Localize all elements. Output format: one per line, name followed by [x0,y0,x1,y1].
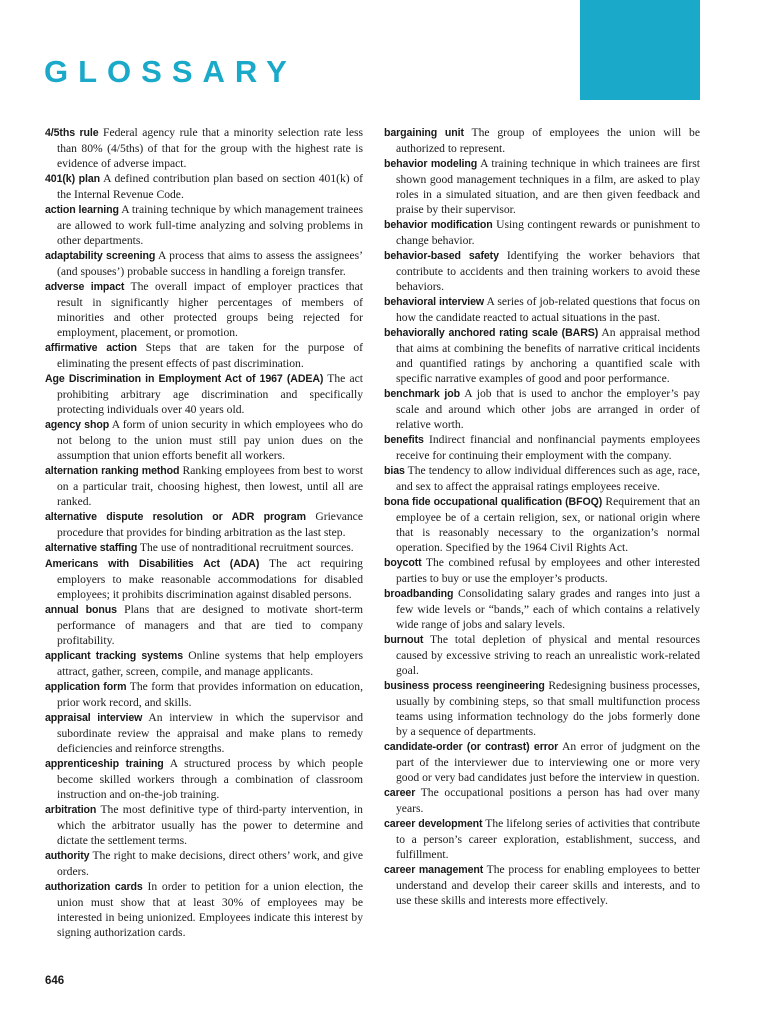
glossary-entry [384,678,700,739]
glossary-definition: In order to petition for a union election, the union must show that at least 30% of employees may be interested in being unionized. Employees indicate this interest by signing authorization cards. [57,880,363,939]
glossary-term: career [384,787,416,799]
glossary-entry [384,785,700,816]
glossary-term: business process reengineering [384,680,545,692]
glossary-definition: A structured process by which people become skilled workers through a combination of classroom instruction and on-the-job training. [57,757,363,801]
glossary-definition: The occupational positions a person has had over many years. [396,786,700,815]
glossary-definition: Identifying the worker behaviors that contribute to accidents and then training workers to avoid these behaviors. [396,249,700,293]
glossary-entry [45,848,363,879]
glossary-entry [45,679,363,710]
glossary-definition: The process for enabling employees to better understand and develop their career skills and interests, and to use these skills and interests more effectively. [396,863,700,907]
glossary-term: adverse impact [45,281,125,293]
glossary-term: behavior modeling [384,158,478,170]
glossary-entry [384,432,700,463]
glossary-entry [45,879,363,940]
glossary-definition: The combined refusal by employees and other interested parties to buy or use the employer’s products. [396,556,700,585]
glossary-definition: The act requiring employers to make reasonable accommodations for disabled employees; it prohibits discrimination against disabled persons. [57,557,363,601]
glossary-definition: A training technique by which management trainees are allowed to work full-time analyzing and solving problems in other departments. [57,203,363,247]
glossary-entry [45,417,363,463]
glossary-definition: Ranking employees from best to worst on a particular trait, choosing highest, then lowest, until all are ranked. [57,464,363,508]
glossary-entry [45,556,363,602]
glossary-entry [45,802,363,848]
glossary-definition: The most definitive type of third-party intervention, in which the arbitrator usually has the power to determine and dictate the settlement terms. [57,803,363,847]
glossary-definition: Redesigning business processes, usually by combining steps, so that small multifunction process teams using information technology do the jobs formerly done by a sequence of departments. [396,679,700,738]
glossary-term: candidate-order (or contrast) error [384,741,559,753]
glossary-term: career management [384,864,484,876]
page-number: 646 [45,975,65,987]
glossary-term: authority [45,850,90,862]
glossary-entry [384,555,700,586]
glossary-definition: A defined contribution plan based on section 401(k) of the Internal Revenue Code. [57,172,364,201]
glossary-term: annual bonus [45,604,117,616]
glossary-definition: The group of employees the union will be authorized to represent. [396,126,700,155]
header-accent-box [580,0,700,100]
glossary-definition: The lifelong series of activities that contribute to a person’s career exploration, establishment, success, and fulfillment. [396,817,700,861]
glossary-entry [384,586,700,632]
glossary-definition: The use of nontraditional recruitment sources. [139,541,354,554]
glossary-definition: The act prohibiting arbitrary age discrimination and specifically protecting individuals over 40 years old. [57,372,363,416]
glossary-entry [45,540,363,556]
glossary-entry [45,202,363,248]
glossary-term: benefits [384,434,424,446]
glossary-definition: An appraisal method that aims at combining the benefits of narrative critical incidents and quantified ratings by anchoring a quantified scale with specific narrative examples of good and poor performance. [396,326,700,385]
glossary-entry [384,862,700,908]
glossary-term: alternative staffing [45,542,138,554]
glossary-entry [45,125,363,171]
glossary-entry [45,171,363,202]
glossary-term: action learning [45,204,119,216]
glossary-term: behaviorally anchored rating scale (BARS) [384,327,599,339]
glossary-entry [45,340,363,371]
glossary-entry [45,463,363,509]
glossary-entry [384,386,700,432]
glossary-entry [45,710,363,756]
glossary-definition: The tendency to allow individual differences such as age, race, and sex to affect the appraisal ratings employees receive. [396,464,700,493]
glossary-term: behavioral interview [384,296,485,308]
glossary-term: Age Discrimination in Employment Act of 1967 (ADEA) [45,373,324,385]
glossary-term: burnout [384,634,424,646]
glossary-term: bias [384,465,405,477]
glossary-term: 4/5ths rule [45,127,99,139]
glossary-entry [384,294,700,325]
glossary-term: benchmark job [384,388,460,400]
glossary-definition: An interview in which the supervisor and subordinate review the appraisal and make plans to remedy deficiencies and reinforce strengths. [57,711,363,755]
glossary-term: application form [45,681,127,693]
glossary-definition: Steps that are taken for the purpose of eliminating the present effects of past discrimination. [57,341,363,370]
glossary-definition: An error of judgment on the part of the interviewer due to interviewing one or more very good or very bad candidates just before the interview in question. [396,740,700,784]
glossary-definition: Federal agency rule that a minority selection rate less than 80% (4/5ths) of that for the group with the highest rate is evidence of adverse impact. [57,126,364,170]
glossary-term: apprenticeship training [45,758,164,770]
glossary-entry [384,494,700,555]
glossary-entry [384,217,700,248]
glossary-term: 401(k) plan [45,173,101,185]
glossary-definition: A series of job-related questions that focus on how the candidate reacted to actual situations in the past. [396,295,700,324]
glossary-term: alternative dispute resolution or ADR program [45,511,306,523]
glossary-entry [384,248,700,294]
glossary-term: alternation ranking method [45,465,180,477]
glossary-definition: Plans that are designed to motivate short-term performance of managers and that are tied to company profitability. [57,603,363,647]
glossary-term: boycott [384,557,422,569]
glossary-definition: A form of union security in which employees who do not belong to the union must still pay union dues on the assumption that union efforts benefit all workers. [57,418,363,462]
glossary-entry [45,602,363,648]
glossary-entry [384,325,700,386]
glossary-entry [45,248,363,279]
glossary-definition: The overall impact of employer practices that result in significantly higher percentages of members of minorities and other protected groups being rejected for employment, placement, or promotion. [57,280,363,339]
glossary-definition: A training technique in which trainees are first shown good management techniques in a film, are asked to play roles in a simulated situation, and are then given feedback and praise by their supervisor. [396,157,700,216]
glossary-column-left [45,125,363,940]
glossary-entry [384,125,700,156]
glossary-definition: Consolidating salary grades and ranges into just a few wide levels or “bands,” each of which contains a relatively wide range of jobs and salary levels. [396,587,701,631]
glossary-term: bona fide occupational qualification (BFOQ) [384,496,603,508]
glossary-definition: The total depletion of physical and mental resources caused by excessive striving to reach an unrealistic work-related goal. [396,633,700,677]
glossary-entry [384,632,700,678]
page-title: GLOSSARY [44,54,297,89]
glossary-definition: Using contingent rewards or punishment to change behavior. [396,218,700,247]
glossary-term: authorization cards [45,881,143,893]
glossary-entry [384,463,700,494]
glossary-entry [45,648,363,679]
glossary-term: behavior modification [384,219,493,231]
glossary-definition: Requirement that an employee be of a certain religion, sex, or national origin where that is reasonably necessary to the organization’s normal operation. Specified by the 1964 Civil Rights Act. [396,495,700,554]
glossary-term: arbitration [45,804,97,816]
glossary-entry [384,816,700,862]
glossary-definition: Indirect financial and nonfinancial payments employees receive for continuing their employment with the company. [396,433,701,462]
glossary-definition: Grievance procedure that provides for binding arbitration as the last step. [57,510,363,539]
glossary-entry [45,371,363,417]
glossary-term: bargaining unit [384,127,464,139]
glossary-entry [45,509,363,540]
glossary-term: appraisal interview [45,712,143,724]
glossary-definition: Online systems that help employers attract, gather, screen, compile, and manage applicants. [57,649,363,678]
glossary-entry [384,156,700,217]
glossary-term: applicant tracking systems [45,650,184,662]
glossary-entry [384,739,700,785]
glossary-term: Americans with Disabilities Act (ADA) [45,558,260,570]
glossary-entry [45,756,363,802]
glossary-term: adaptability screening [45,250,156,262]
glossary-definition: A process that aims to assess the assignees’ (and spouses’) probable success in handling a foreign transfer. [57,249,363,278]
glossary-column-right [384,125,700,908]
glossary-term: broadbanding [384,588,454,600]
glossary-entry [45,279,363,340]
glossary-definition: A job that is used to anchor the employer’s pay scale and around which other jobs are arranged in order of relative worth. [396,387,700,431]
glossary-term: career development [384,818,483,830]
glossary-definition: The form that provides information on education, prior work record, and skills. [57,680,363,709]
glossary-term: affirmative action [45,342,137,354]
glossary-term: behavior-based safety [384,250,499,262]
glossary-term: agency shop [45,419,110,431]
glossary-definition: The right to make decisions, direct others’ work, and give orders. [57,849,363,878]
